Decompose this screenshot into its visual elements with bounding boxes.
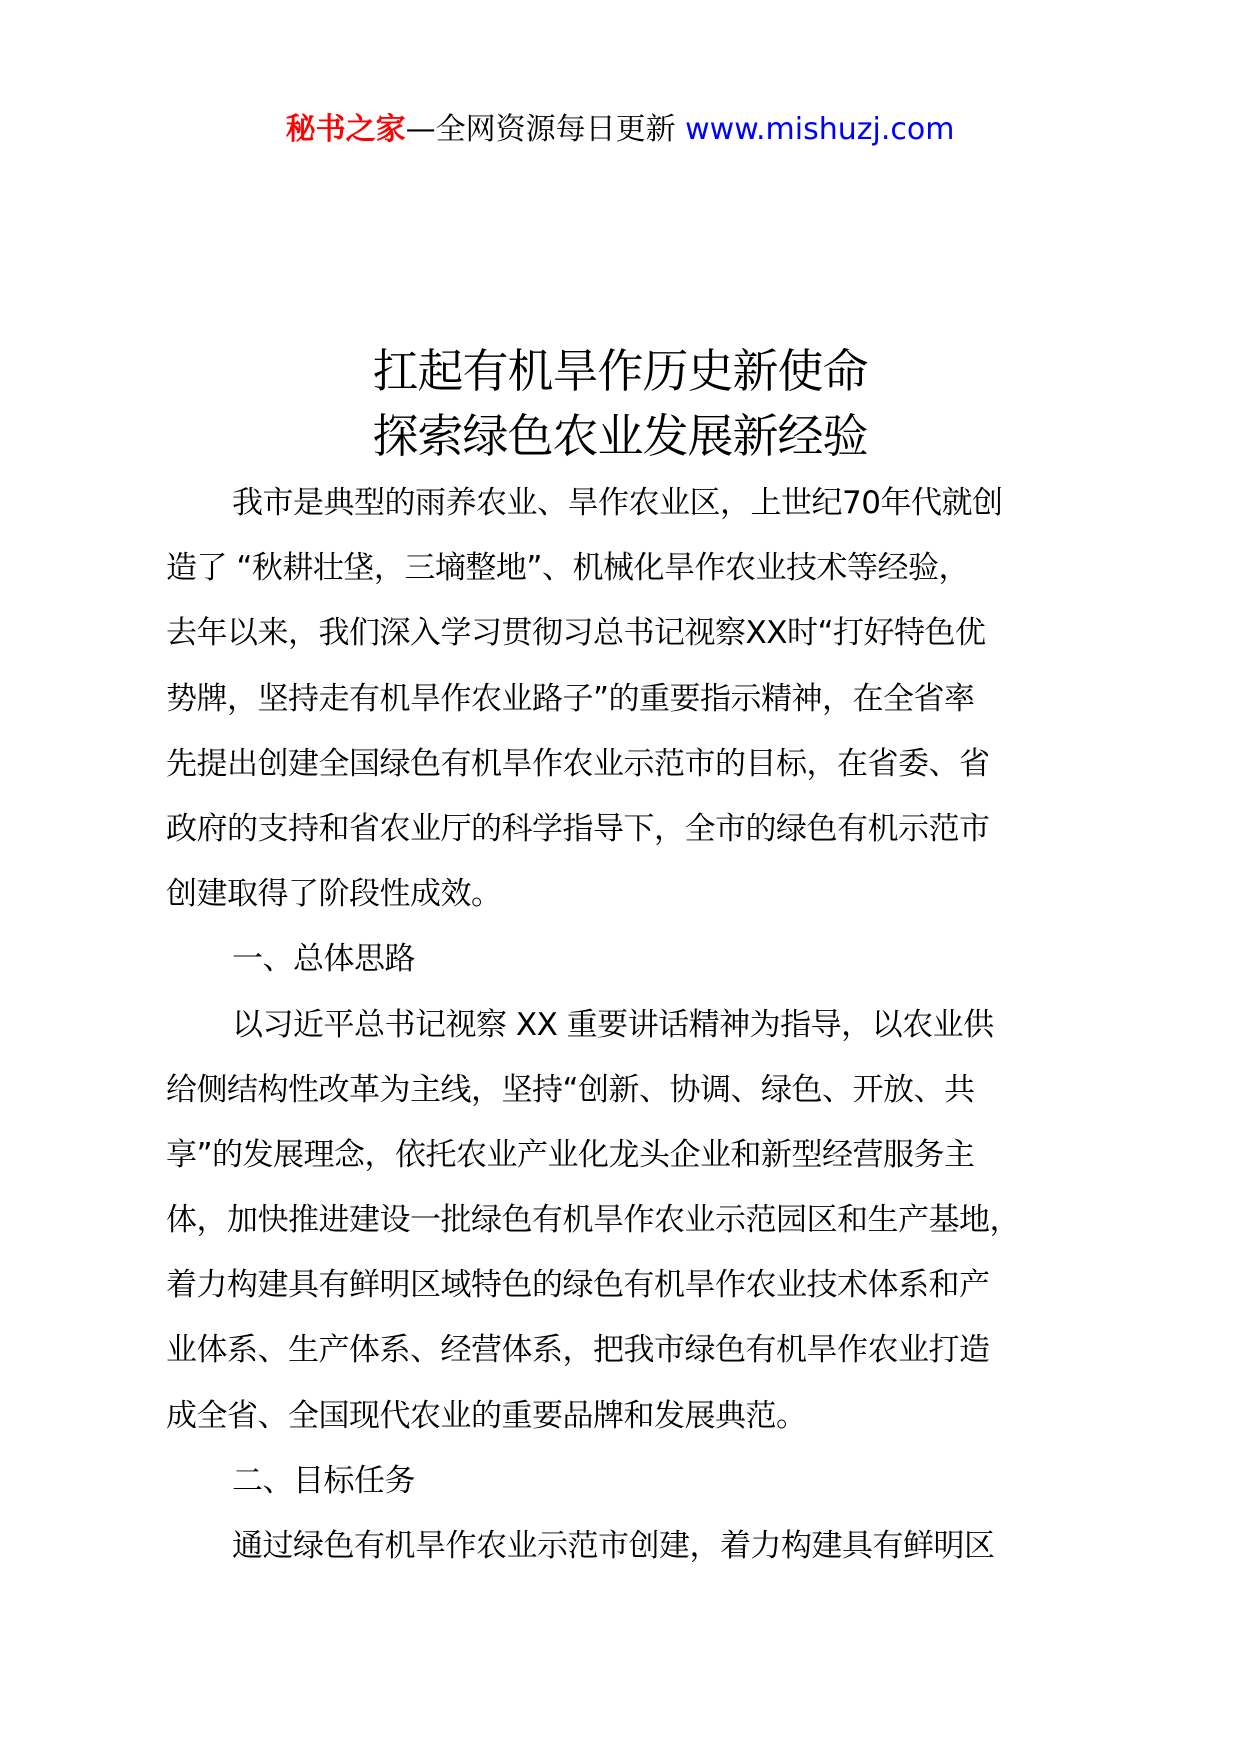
brand-name: 秘书之家 [285,112,406,147]
text-line: 一、总体思路 [232,941,415,978]
text-line: 着力构建具有鲜明区域特色的绿色有机旱作农业技术体系和产 [166,1267,990,1304]
site-header [0,104,1240,148]
header-tagline: —全网资源每日更新 [405,112,686,147]
text-line: 成全省、全国现代农业的重要品牌和发展典范。 [166,1397,807,1434]
text-line: 业体系、生产体系、经营体系，把我市绿色有机旱作农业打造 [166,1332,990,1369]
text-line: 我市是典型的雨养农业、旱作农业区，上世纪70年代就创 [232,485,1003,521]
text-line: 体，加快推进建设一批绿色有机旱作农业示范园区和生产基地， [166,1202,1020,1239]
text-line: 给侧结构性改革为主线，坚持“创新、协调、绿色、开放、共 [166,1071,975,1108]
text-line: 先提出创建全国绿色有机旱作农业示范市的目标，在省委、省 [166,745,990,782]
text-line: 去年以来，我们深入学习贯彻习总书记视察XX时“打好特色优 [166,615,986,652]
document-body [166,471,1096,1579]
site-url-link[interactable]: www.mishuzj.com [685,112,955,147]
text-line: 创建取得了阶段性成效。 [166,876,502,913]
text-line: 以习近平总书记视察 XX 重要讲话精神为指导，以农业供 [232,1006,994,1043]
text-line: 享”的发展理念，依托农业产业化龙头企业和新型经营服务主 [166,1136,975,1173]
text-line: 势牌，坚持走有机旱作农业路子”的重要指示精神，在全省率 [166,680,975,717]
document-title-line-2: 探索绿色农业发展新经验 [372,409,868,463]
text-line: 通过绿色有机旱作农业示范市创建，着力构建具有鲜明区 [232,1528,995,1564]
text-line: 政府的支持和省农业厅的科学指导下，全市的绿色有机示范市 [166,810,990,847]
text-line: 造了 “秋耕壮垡，三墒整地”、机械化旱作农业技术等经验， [166,550,969,587]
document-title-line-1: 扛起有机旱作历史新使命 [372,344,868,398]
text-line: 二、目标任务 [232,1462,415,1499]
